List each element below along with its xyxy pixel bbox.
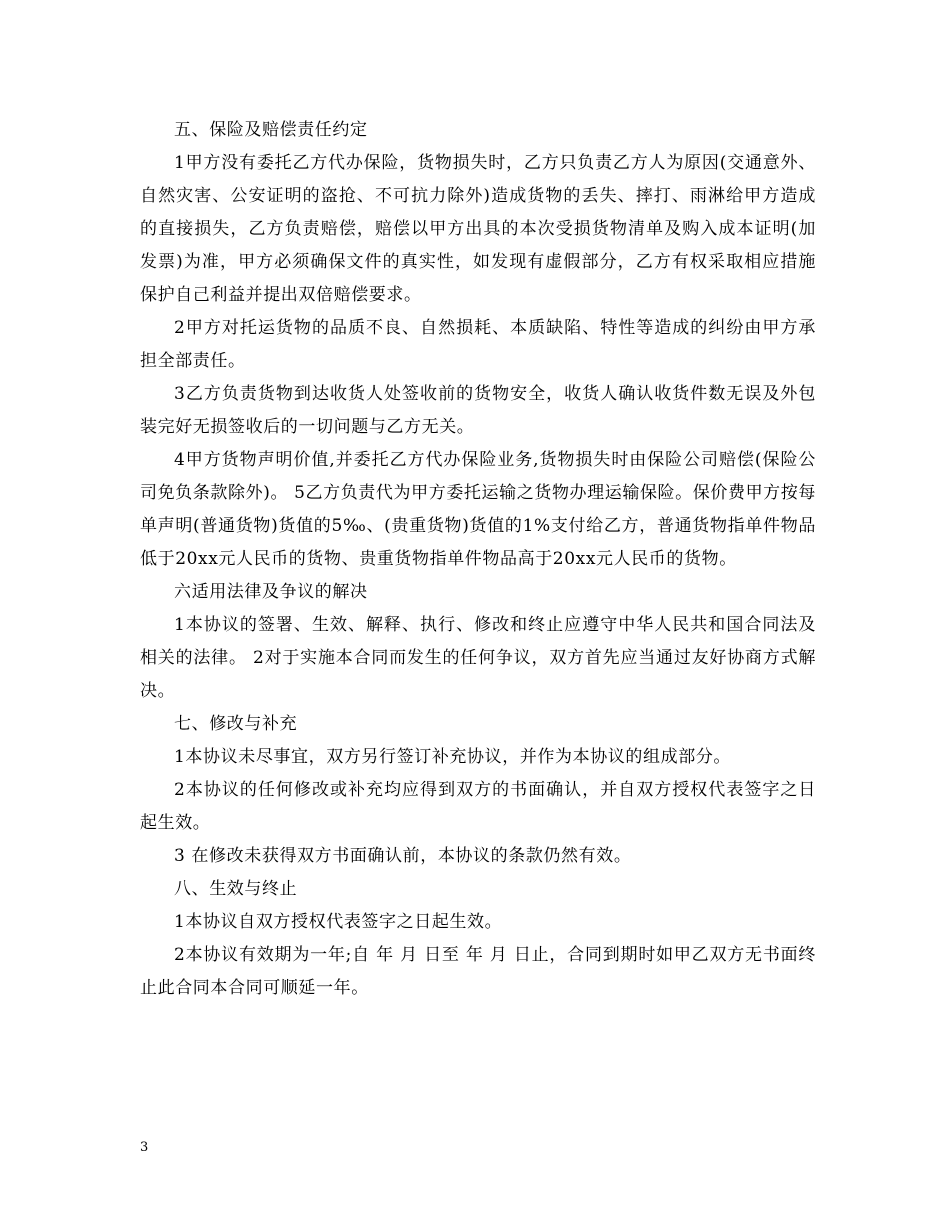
section-heading-amendment: 七、修改与补充 [174, 714, 298, 734]
paragraph-amendment-clause-2: 2本协议的任何修改或补充均应得到双方的书面确认，并自双方授权代表签字之日起生效。 [140, 780, 816, 833]
paragraph-amendment-clause-1: 1本协议未尽事宜，双方另行签订补充协议，并作为本协议的组成部分。 [174, 747, 732, 767]
page-number: 3 [140, 1140, 149, 1155]
paragraph-insurance-clause-2: 2甲方对托运货物的品质不良、自然损耗、本质缺陷、特性等造成的纠纷由甲方承担全部责任。 [140, 318, 816, 371]
section-heading-law-disputes: 六适用法律及争议的解决 [174, 582, 368, 602]
section-heading-insurance: 五、保险及赔偿责任约定 [174, 120, 368, 140]
paragraph-insurance-clause-1: 1甲方没有委托乙方代办保险，货物损失时，乙方只负责乙方人为原因(交通意外、自然灾害、公安证明的盗抢、不可抗力除外)造成货物的丢失、摔打、雨淋给甲方造成的直接损失，乙方负责赔偿，赔偿以甲方出具的本次受损货物清单及购入成本证明(加发票)为准，甲方必须确保文件的真实性，如发现有虚假部分，乙方有权采取相应措施保护自己利益并提出双倍赔偿要求。 [140, 153, 816, 305]
paragraph-insurance-clause-3: 3乙方负责货物到达收货人处签收前的货物安全，收货人确认收货件数无误及外包装完好无损签收后的一切问题与乙方无关。 [140, 384, 816, 437]
paragraph-effect-clause-1: 1本协议自双方授权代表签字之日起生效。 [174, 912, 503, 932]
document-body [140, 114, 816, 1005]
paragraph-amendment-clause-3: 3 在修改未获得双方书面确认前，本协议的条款仍然有效。 [174, 846, 632, 866]
section-heading-effect-termination: 八、生效与终止 [174, 879, 298, 899]
paragraph-effect-clause-2: 2本协议有效期为一年;自 年 月 日至 年 月 日止，合同到期时如甲乙双方无书面终止此合同本合同可顺延一年。 [140, 945, 816, 998]
paragraph-law-clauses: 1本协议的签署、生效、解释、执行、修改和终止应遵守中华人民共和国合同法及相关的法律。 2对于实施本合同而发生的任何争议，双方首先应当通过友好协商方式解决。 [140, 615, 816, 701]
paragraph-insurance-clause-4-5: 4甲方货物声明价值,并委托乙方代办保险业务,货物损失时由保险公司赔偿(保险公司免负条款除外)。 5乙方负责代为甲方委托运输之货物办理运输保险。保价费甲方按每单声明(普通货物)货值的5‰、(贵重货物)货值的1%支付给乙方，普通货物指单件物品低于20xx元人民币的货物、贵重货物指单件物品高于20xx元人民币的货物。 [140, 450, 816, 569]
